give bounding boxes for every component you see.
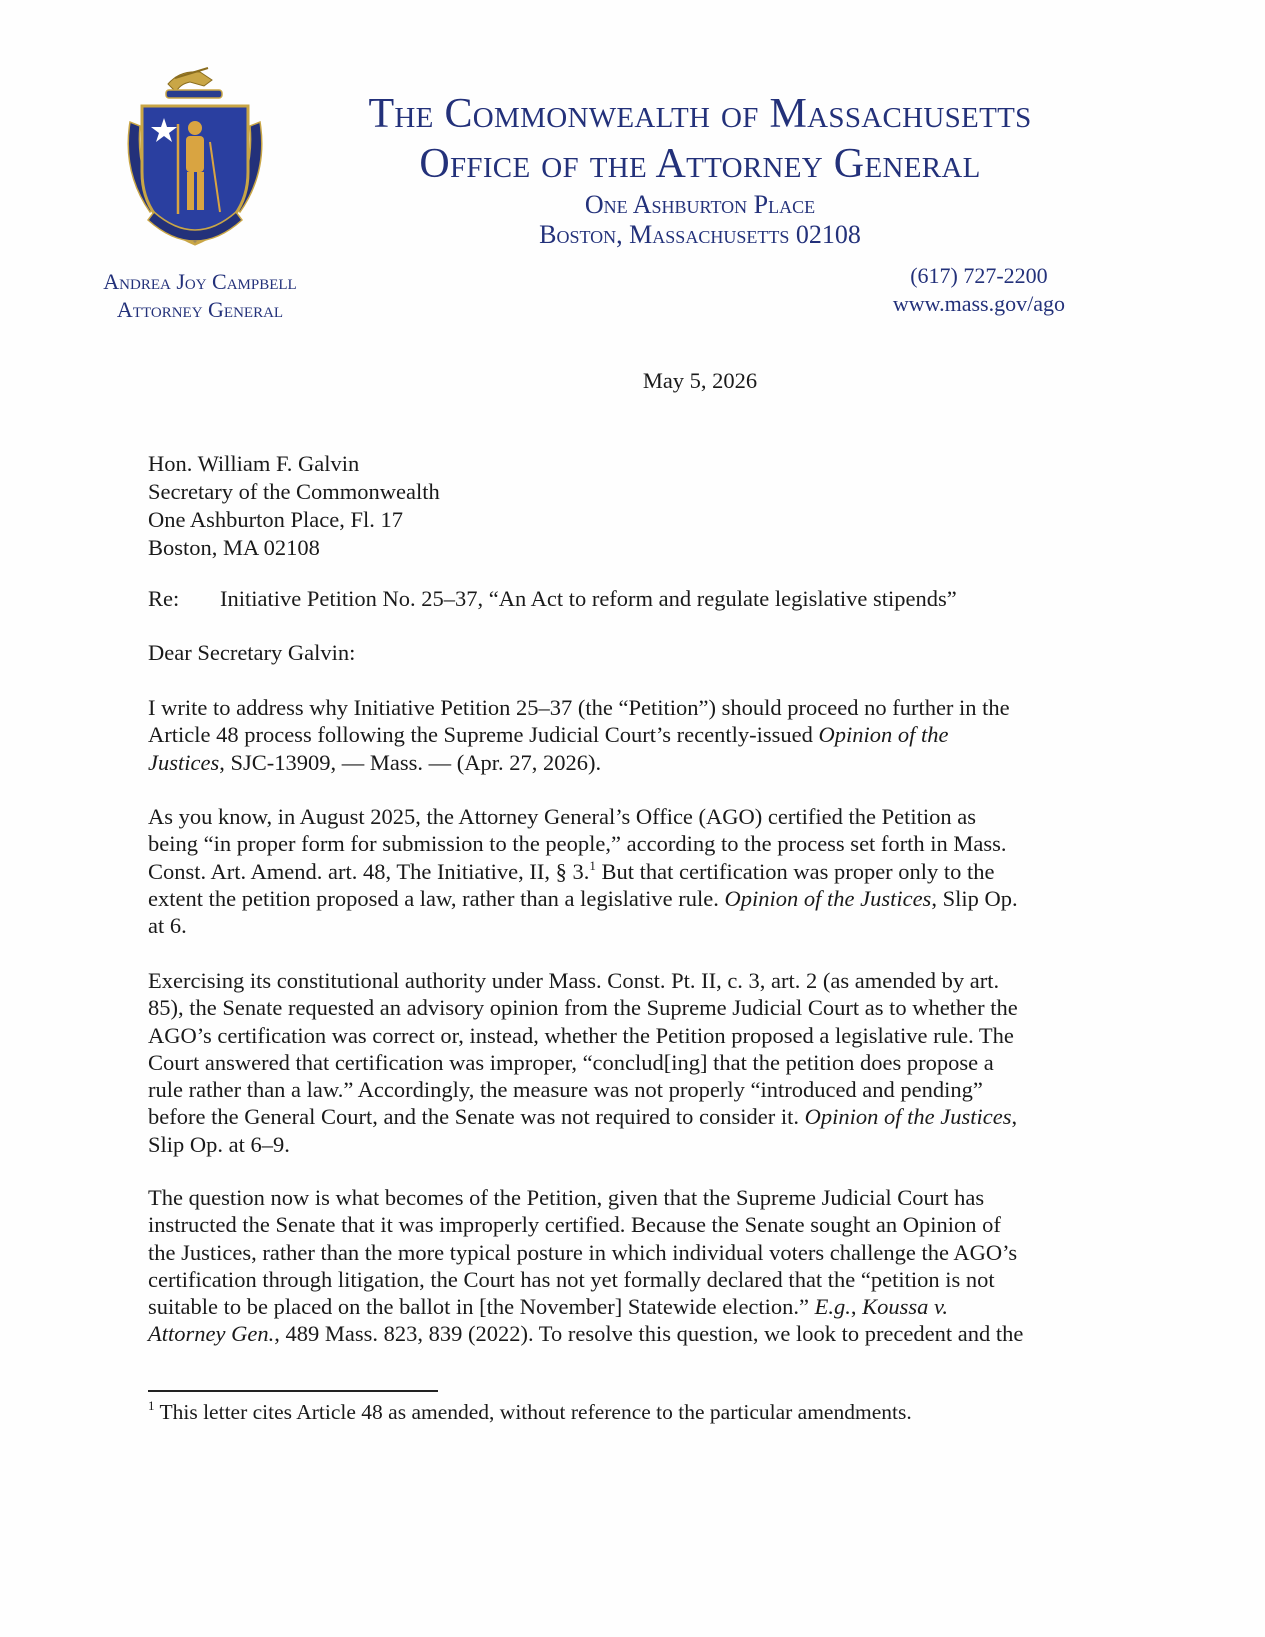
case-citation: Justices: [148, 749, 220, 775]
case-citation: Opinion of the Justices: [804, 1104, 1012, 1130]
letterhead-commonwealth: The Commonwealth of Massachusetts: [368, 91, 1032, 137]
text-span: ,: [850, 1294, 863, 1320]
attorney-general-name: Andrea Joy Campbell: [103, 269, 297, 294]
paragraph-line: 85), the Senate requested an advisory opinion from the Supreme Judicial Court as to whether the: [148, 995, 1018, 1021]
text-span: , Slip Op.: [931, 885, 1018, 911]
salutation: Dear Secretary Galvin:: [148, 640, 356, 665]
text-span: , 489 Mass. 823, 839 (2022). To resolve this question, we look to precedent and the: [274, 1321, 1024, 1347]
re-subject: Initiative Petition No. 25–37, “An Act to reform and regulate legislative stipends”: [220, 586, 957, 611]
paragraph-line: Court answered that certification was improper, “conclud[ing] that the petition does propose a: [148, 1049, 994, 1075]
case-citation: Koussa v.: [862, 1294, 948, 1320]
letterhead-office: Office of the Attorney General: [419, 141, 981, 187]
footnote-number: 1: [148, 1398, 155, 1413]
phone-number: (617) 727-2200: [910, 263, 1048, 288]
paragraph-line: rule rather than a law.” Accordingly, the measure was not properly “introduced and pending”: [148, 1077, 983, 1103]
text-span: extent the petition proposed a law, rather than a legislative rule.: [148, 885, 725, 911]
footnote-text: This letter cites Article 48 as amended, without reference to the particular amendments.: [154, 1400, 912, 1424]
paragraph-1: [148, 694, 1088, 776]
paragraph-line: certification through litigation, the Court has not yet formally declared that the “petition is not: [148, 1266, 995, 1292]
letterhead-street: One Ashburton Place: [584, 190, 816, 219]
paragraph-line: [148, 1293, 1088, 1320]
paragraph-line: [148, 749, 1088, 776]
paragraph-line: the Justices, rather than the more typical posture in which individual voters challenge the AGO’s: [148, 1239, 1018, 1265]
recipient-title: Secretary of the Commonwealth: [148, 479, 440, 504]
case-citation: Attorney Gen.: [148, 1321, 275, 1347]
paragraph-line: [148, 1320, 1088, 1347]
paragraph-line: [148, 858, 1088, 885]
paragraph-line: at 6.: [148, 913, 187, 939]
recipient-name: Hon. William F. Galvin: [148, 451, 360, 476]
paragraph-line: The question now is what becomes of the Petition, given that the Supreme Judicial Court has: [148, 1185, 985, 1210]
recipient-address: [148, 450, 440, 562]
letterhead-city: Boston, Massachusetts 02108: [539, 220, 861, 249]
text-span: Article 48 process following the Supreme Judicial Court’s recently-issued: [148, 722, 819, 748]
paragraph-line: As you know, in August 2025, the Attorney General’s Office (AGO) certified the Petition as: [148, 804, 976, 829]
case-citation: Opinion of the Justices: [724, 885, 932, 911]
re-line: [148, 586, 957, 612]
paragraph-line: Slip Op. at 6–9.: [148, 1131, 290, 1157]
attorney-general-title: Attorney General: [116, 297, 284, 322]
paragraph-line: AGO’s certification was correct or, instead, whether the Petition proposed a legislative rule. The: [148, 1022, 1014, 1048]
re-label: Re:: [148, 586, 180, 611]
attorney-general-block: [78, 268, 322, 324]
text-span: , SJC-13909, — Mass. — (Apr. 27, 2026).: [219, 749, 602, 775]
footnote-divider: [148, 1390, 438, 1392]
paragraph-line: being “in proper form for submission to the people,” according to the process set forth in Mass.: [148, 831, 1007, 857]
case-citation: Opinion of the: [818, 722, 949, 748]
paragraph-line: [148, 721, 1088, 748]
paragraph-line: [148, 1103, 1088, 1130]
text-span: before the General Court, and the Senate was not required to consider it.: [148, 1104, 805, 1130]
website-link[interactable]: www.mass.gov/ago: [892, 291, 1065, 316]
letter-date: May 5, 2026: [642, 368, 758, 393]
text-span: ,: [1011, 1104, 1018, 1130]
paragraph-line: [148, 885, 1088, 912]
paragraph-4: [148, 1184, 1088, 1348]
contact-block: [893, 262, 1065, 318]
paragraph-3: [148, 967, 1088, 1158]
case-citation: E.g.: [814, 1294, 851, 1320]
paragraph-2: [148, 803, 1088, 939]
text-span: suitable to be placed on the ballot in [the November] Statewide election.”: [148, 1294, 815, 1320]
recipient-street: One Ashburton Place, Fl. 17: [148, 507, 403, 532]
paragraph-line: I write to address why Initiative Petition 25–37 (the “Petition”) should proceed no further in the: [148, 695, 1010, 720]
paragraph-line: instructed the Senate that it was improperly certified. Because the Senate sought an Opinion of: [148, 1212, 1001, 1238]
paragraph-line: Exercising its constitutional authority under Mass. Const. Pt. II, c. 3, art. 2 (as amended by art.: [148, 968, 1000, 993]
footnote: [148, 1400, 912, 1425]
recipient-city: Boston, MA 02108: [148, 535, 320, 560]
text-span: Const. Art. Amend. art. 48, The Initiative, II, § 3.: [148, 858, 590, 884]
footnote-marker[interactable]: 1: [589, 857, 596, 873]
text-span: But that certification was proper only to the: [595, 858, 995, 884]
